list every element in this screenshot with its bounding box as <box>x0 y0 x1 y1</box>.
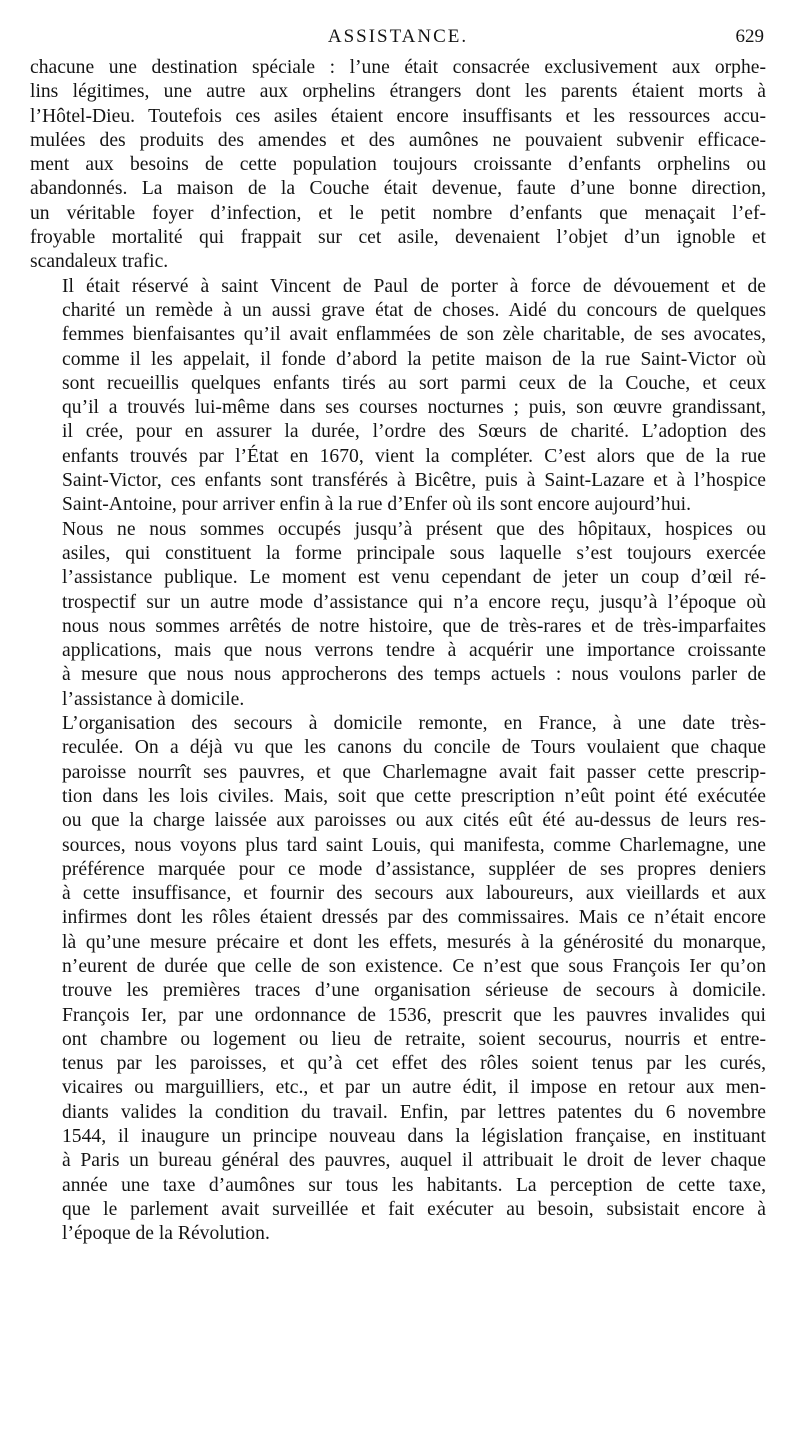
body-text <box>30 56 766 1247</box>
text-line: un véritable foyer d’infection, et le petit nombre d’enfants que menaçait l’ef- <box>30 202 766 224</box>
text-line: enfants trouvés par l’État en 1670, vient la compléter. C’est alors que de la rue <box>62 445 766 467</box>
text-line: ou que la charge laissée aux paroisses ou aux cités eût été au-dessus de leurs res- <box>62 810 766 832</box>
text-line: tion dans les lois civiles. Mais, soit que cette prescription n’eût point été exécutée <box>62 785 766 807</box>
text-line: vicaires ou marguilliers, etc., et par un autre édit, il impose en retour aux men- <box>62 1077 766 1099</box>
text-line: là qu’une mesure précaire et dont les effets, mesurés à la générosité du monarque, <box>62 931 766 953</box>
text-line: ont chambre ou logement ou lieu de retraite, soient secourus, nourris et entre- <box>62 1028 766 1050</box>
text-line: chacune une destination spéciale : l’une était consacrée exclusivement aux orphe- <box>30 57 766 78</box>
text-line: qu’il a trouvés lui-même dans ses courses nocturnes ; puis, son œuvre grandissant, <box>62 397 766 419</box>
text-line: nous nous sommes arrêtés de notre histoire, que de très-rares et de très-imparfaites <box>62 615 766 637</box>
text-line: charité un remède à un aussi grave état de choses. Aidé du concours de quelques <box>62 299 766 321</box>
text-line: ment aux besoins de cette population toujours croissante d’enfants orphelins ou <box>30 154 766 176</box>
text-line: Saint-Antoine, pour arriver enfin à la rue d’Enfer où ils sont encore aujourd’hui. <box>62 494 691 516</box>
text-line: sources, nous voyons plus tard saint Louis, qui manifesta, comme Charlemagne, une <box>62 834 766 856</box>
text-line: l’assistance publique. Le moment est venu cependant de jeter un coup d’œil ré- <box>62 567 766 589</box>
text-line: infirmes dont les rôles étaient dressés par des commissaires. Mais ce n’était encore <box>62 907 766 929</box>
text-line: applications, mais que nous verrons tendre à acquérir une importance croissante <box>62 640 766 662</box>
text-line: François Ier, par une ordonnance de 1536, prescrit que les pauvres invalides qui <box>62 1004 766 1026</box>
text-line: à mesure que nous nous approcherons des temps actuels : nous voulons parler de <box>62 664 766 686</box>
text-line: mulées des produits des amendes et des aumônes ne pouvaient subvenir efficace- <box>30 129 766 151</box>
text-line: à cette insuffisance, et fournir des secours aux laboureurs, aux vieillards et aux <box>62 883 766 905</box>
text-line: l’assistance à domicile. <box>62 688 245 710</box>
text-line: l’Hôtel-Dieu. Toutefois ces asiles étaient encore insuffisants et les ressources accu- <box>30 105 766 127</box>
text-line: préférence marquée pour ce mode d’assistance, suppléer de ses propres deniers <box>62 858 766 880</box>
text-line: trospectif sur un autre mode d’assistance qui n’a encore reçu, jusqu’à l’époque où <box>62 591 766 613</box>
paragraph-2 <box>30 275 766 518</box>
text-line: abandonnés. La maison de la Couche était devenue, faute d’une bonne direction, <box>30 178 766 200</box>
text-line: asiles, qui constituent la forme principale sous laquelle s’est toujours exercée <box>62 542 766 564</box>
text-line: à Paris un bureau général des pauvres, auquel il attribuait le droit de lever chaque <box>62 1150 766 1172</box>
text-line: lins légitimes, une autre aux orphelins étrangers dont les parents étaient morts à <box>30 81 766 103</box>
paragraph-3 <box>30 518 766 712</box>
text-line: comme il les appelait, il fonde d’abord la petite maison de la rue Saint-Victor où <box>62 348 766 370</box>
text-line: Nous ne nous sommes occupés jusqu’à présent que des hôpitaux, hospices ou <box>62 518 766 540</box>
text-line: il crée, pour en assurer la durée, l’ordre des Sœurs de charité. L’adoption des <box>62 421 766 443</box>
text-line: n’eurent de durée que celle de son existence. Ce n’est que sous François Ier qu’on <box>62 955 766 977</box>
text-line: Il était réservé à saint Vincent de Paul de porter à force de dévouement et de <box>62 275 766 297</box>
page-number: 629 <box>735 26 764 47</box>
text-line: 1544, il inaugure un principe nouveau dans la législation française, en instituant <box>62 1126 766 1148</box>
running-title: ASSISTANCE. <box>327 26 469 47</box>
text-line: scandaleux trafic. <box>30 251 169 273</box>
text-line: année une taxe d’aumônes sur tous les habitants. La perception de cette taxe, <box>62 1174 766 1196</box>
text-line: paroisse nourrît ses pauvres, et que Charlemagne avait fait passer cette prescrip- <box>62 761 766 783</box>
text-line: l’époque de la Révolution. <box>62 1223 270 1245</box>
paragraph-1 <box>30 56 766 275</box>
text-line: froyable mortalité qui frappait sur cet asile, devenaient l’objet d’un ignoble et <box>30 227 766 249</box>
text-line: Saint-Victor, ces enfants sont transférés à Bicêtre, puis à Saint-Lazare et à l’hospice <box>62 470 766 492</box>
text-line: tenus par les paroisses, et qu’à cet effet des rôles soient tenus par les curés, <box>62 1053 766 1075</box>
text-line: femmes bienfaisantes qu’il avait enflammées de son zèle charitable, de ses avocates, <box>62 324 766 346</box>
text-line: L’organisation des secours à domicile remonte, en France, à une date très- <box>62 713 766 735</box>
running-head <box>30 22 766 52</box>
text-line: que le parlement avait surveillée et fait exécuter au besoin, subsistait encore à <box>62 1198 766 1220</box>
text-line: trouve les premières traces d’une organisation sérieuse de secours à domicile. <box>62 980 766 1002</box>
text-line: sont recueillis quelques enfants tirés au sort parmi ceux de la Couche, et ceux <box>62 372 766 394</box>
paragraph-4 <box>30 712 766 1247</box>
text-line: diants valides la condition du travail. Enfin, par lettres patentes du 6 novembre <box>62 1101 766 1123</box>
text-line: reculée. On a déjà vu que les canons du concile de Tours voulaient que chaque <box>62 737 766 759</box>
